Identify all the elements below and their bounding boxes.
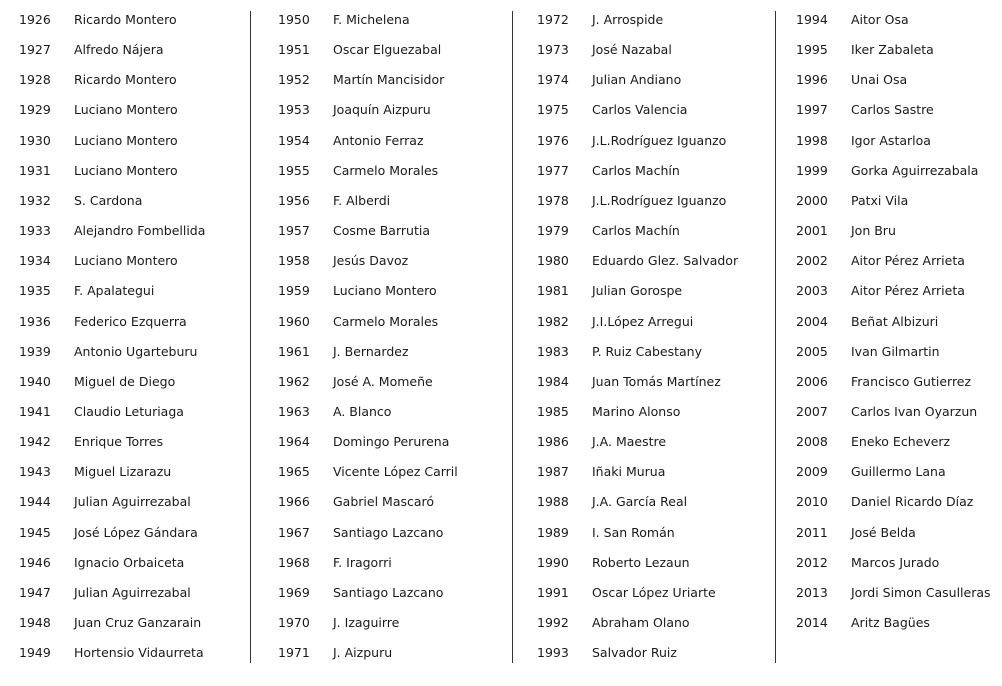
year-cell: 1941	[19, 403, 51, 419]
year-cell: 1940	[19, 373, 51, 389]
winner-name-cell: Luciano Montero	[74, 132, 178, 148]
winner-name-cell: Guillermo Lana	[851, 464, 946, 480]
year-cell: 1994	[796, 12, 828, 27]
year-cell: 1988	[537, 494, 569, 510]
winner-name-cell: Francisco Gutierrez	[851, 373, 972, 389]
year-cell: 1980	[537, 253, 569, 269]
year-cell: 2012	[796, 554, 828, 570]
year-cell: 1944	[19, 494, 51, 510]
year-cell: 1962	[278, 373, 310, 389]
year-cell: 1948	[19, 615, 51, 630]
winner-name-cell: Ricardo Montero	[74, 72, 177, 88]
year-cell: 1946	[19, 554, 51, 570]
year-cell: 1951	[278, 42, 310, 58]
winner-name-cell: J.L.Rodríguez Iguanzo	[592, 192, 727, 208]
winner-name-cell: J.A. Maestre	[592, 434, 667, 450]
column-divider-2	[512, 11, 513, 663]
winner-name-cell: J. Arrospide	[592, 12, 664, 27]
year-cell: 2009	[796, 464, 828, 480]
winner-name-cell: J. Izaguirre	[333, 615, 400, 630]
year-cell: 1979	[537, 223, 569, 239]
winner-name-cell: Patxi Vila	[851, 192, 909, 208]
winner-name-cell: Miguel Lizarazu	[74, 464, 172, 480]
year-cell: 1949	[19, 645, 51, 661]
winner-name-cell: Aitor Osa	[851, 12, 909, 27]
winner-name-cell: Cosme Barrutia	[333, 223, 430, 239]
year-cell: 2004	[796, 313, 828, 329]
year-cell: 1976	[537, 132, 569, 148]
winner-name-cell: Eneko Echeverz	[851, 434, 951, 450]
winner-name-cell: Gorka Aguirrezabala	[851, 162, 979, 178]
winner-name-cell: José Nazabal	[592, 42, 672, 58]
year-cell: 1997	[796, 102, 828, 118]
winner-name-cell: Antonio Ugarteburu	[74, 343, 198, 359]
year-cell: 1992	[537, 615, 569, 630]
winner-name-cell: Igor Astarloa	[851, 132, 931, 148]
year-cell: 1929	[19, 102, 51, 118]
year-cell: 1939	[19, 343, 51, 359]
winner-name-cell: J. Aizpuru	[333, 645, 393, 661]
year-cell: 1983	[537, 343, 569, 359]
winner-name-cell: S. Cardona	[74, 192, 143, 208]
winner-name-cell: Abraham Olano	[592, 615, 690, 630]
year-cell: 1958	[278, 253, 310, 269]
winner-name-cell: Gabriel Mascaró	[333, 494, 435, 510]
winner-name-cell: Luciano Montero	[74, 162, 178, 178]
winner-name-cell: P. Ruiz Cabestany	[592, 343, 702, 359]
winner-name-cell: Oscar López Uriarte	[592, 584, 716, 600]
winner-name-cell: Hortensio Vidaurreta	[74, 645, 204, 661]
winner-name-cell: I. San Román	[592, 524, 675, 540]
year-cell: 1975	[537, 102, 569, 118]
winner-name-cell: Jordi Simon Casulleras	[851, 584, 991, 600]
winner-name-cell: Enrique Torres	[74, 434, 164, 450]
winner-name-cell: Miguel de Diego	[74, 373, 176, 389]
year-cell: 1973	[537, 42, 569, 58]
winner-name-cell: A. Blanco	[333, 403, 392, 419]
year-cell: 1968	[278, 554, 310, 570]
winner-name-cell: Ricardo Montero	[74, 12, 177, 27]
year-cell: 1928	[19, 72, 51, 88]
year-cell: 1965	[278, 464, 310, 480]
year-cell: 1950	[278, 12, 310, 27]
year-cell: 1959	[278, 283, 310, 299]
year-cell: 1971	[278, 645, 310, 661]
winner-name-cell: Jon Bru	[851, 223, 896, 239]
winner-name-cell: Salvador Ruiz	[592, 645, 677, 661]
year-cell: 1932	[19, 192, 51, 208]
year-cell: 2000	[796, 192, 828, 208]
winner-name-cell: J.A. García Real	[592, 494, 688, 510]
year-cell: 2010	[796, 494, 828, 510]
column-divider-1	[250, 11, 251, 663]
winner-name-cell: Carlos Valencia	[592, 102, 688, 118]
year-cell: 1999	[796, 162, 828, 178]
year-cell: 2011	[796, 524, 828, 540]
year-cell: 1935	[19, 283, 51, 299]
year-cell: 1954	[278, 132, 310, 148]
winner-name-cell: Julian Andiano	[592, 72, 682, 88]
year-cell: 1991	[537, 584, 569, 600]
year-cell: 1936	[19, 313, 51, 329]
winner-name-cell: Martín Mancisidor	[333, 72, 445, 88]
winner-name-cell: Marcos Jurado	[851, 554, 940, 570]
winner-name-cell: Carlos Ivan Oyarzun	[851, 403, 978, 419]
year-cell: 1977	[537, 162, 569, 178]
winner-name-cell: Carlos Machín	[592, 223, 680, 239]
year-cell: 1964	[278, 434, 310, 450]
winner-name-cell: F. Michelena	[333, 12, 410, 27]
winner-name-cell: F. Alberdi	[333, 192, 391, 208]
year-cell: 1978	[537, 192, 569, 208]
winner-name-cell: Santiago Lazcano	[333, 584, 444, 600]
year-cell: 1927	[19, 42, 51, 58]
winner-name-cell: Beñat Albizuri	[851, 313, 939, 329]
year-cell: 2001	[796, 223, 828, 239]
winner-name-cell: J. Bernardez	[333, 343, 409, 359]
year-cell: 1972	[537, 12, 569, 27]
year-cell: 2003	[796, 283, 828, 299]
winner-name-cell: Claudio Leturiaga	[74, 403, 184, 419]
year-cell: 1967	[278, 524, 310, 540]
winner-name-cell: Ivan Gilmartin	[851, 343, 940, 359]
year-cell: 1985	[537, 403, 569, 419]
winner-name-cell: José López Gándara	[74, 524, 198, 540]
winner-name-cell: Iñaki Murua	[592, 464, 666, 480]
year-cell: 1987	[537, 464, 569, 480]
year-cell: 1982	[537, 313, 569, 329]
year-cell: 1966	[278, 494, 310, 510]
winner-name-cell: Aritz Bagües	[851, 615, 930, 630]
winners-column-1	[19, 0, 247, 686]
year-cell: 1984	[537, 373, 569, 389]
winners-column-4	[796, 0, 996, 686]
winner-name-cell: F. Apalategui	[74, 283, 155, 299]
year-cell: 1969	[278, 584, 310, 600]
winner-name-cell: Domingo Perurena	[333, 434, 450, 450]
winner-name-cell: F. Iragorri	[333, 554, 392, 570]
year-cell: 1993	[537, 645, 569, 661]
year-cell: 2007	[796, 403, 828, 419]
winner-name-cell: Julian Aguirrezabal	[74, 584, 191, 600]
winner-name-cell: Luciano Montero	[74, 253, 178, 269]
year-cell: 1955	[278, 162, 310, 178]
year-cell: 2013	[796, 584, 828, 600]
year-cell: 1986	[537, 434, 569, 450]
year-cell: 1981	[537, 283, 569, 299]
year-cell: 1943	[19, 464, 51, 480]
winner-name-cell: Alfredo Nájera	[74, 42, 164, 58]
year-cell: 2006	[796, 373, 828, 389]
year-cell: 2002	[796, 253, 828, 269]
winner-name-cell: Juan Cruz Ganzarain	[74, 615, 202, 630]
year-cell: 1970	[278, 615, 310, 630]
year-cell: 1995	[796, 42, 828, 58]
year-cell: 1974	[537, 72, 569, 88]
winner-name-cell: Aitor Pérez Arrieta	[851, 283, 965, 299]
winner-name-cell: Luciano Montero	[333, 283, 437, 299]
year-cell: 1989	[537, 524, 569, 540]
year-cell: 1998	[796, 132, 828, 148]
winner-name-cell: Iker Zabaleta	[851, 42, 934, 58]
winner-name-cell: Alejandro Fombellida	[74, 223, 206, 239]
winner-name-cell: Joaquín Aizpuru	[333, 102, 431, 118]
winner-name-cell: José A. Momeñe	[333, 373, 433, 389]
winner-name-cell: Carlos Machín	[592, 162, 680, 178]
winner-name-cell: Juan Tomás Martínez	[592, 373, 721, 389]
winner-name-cell: Antonio Ferraz	[333, 132, 424, 148]
year-cell: 1990	[537, 554, 569, 570]
year-cell: 1945	[19, 524, 51, 540]
year-cell: 1942	[19, 434, 51, 450]
winners-column-3	[537, 0, 767, 686]
year-cell: 1953	[278, 102, 310, 118]
winner-name-cell: Jesús Davoz	[333, 253, 409, 269]
winner-name-cell: Carlos Sastre	[851, 102, 934, 118]
winner-name-cell: J.L.Rodríguez Iguanzo	[592, 132, 727, 148]
year-cell: 1961	[278, 343, 310, 359]
winner-name-cell: Ignacio Orbaiceta	[74, 554, 185, 570]
winner-name-cell: Roberto Lezaun	[592, 554, 690, 570]
winner-name-cell: Luciano Montero	[74, 102, 178, 118]
year-cell: 2008	[796, 434, 828, 450]
year-cell: 1952	[278, 72, 310, 88]
year-cell: 1956	[278, 192, 310, 208]
year-cell: 2005	[796, 343, 828, 359]
winner-name-cell: Unai Osa	[851, 72, 908, 88]
year-cell: 1947	[19, 584, 51, 600]
winners-column-2	[278, 0, 506, 686]
year-cell: 1931	[19, 162, 51, 178]
year-cell: 1960	[278, 313, 310, 329]
year-cell: 1933	[19, 223, 51, 239]
winner-name-cell: Carmelo Morales	[333, 313, 439, 329]
year-cell: 1957	[278, 223, 310, 239]
year-cell: 1926	[19, 12, 51, 27]
winner-name-cell: Marino Alonso	[592, 403, 681, 419]
year-cell: 1963	[278, 403, 310, 419]
winner-name-cell: Santiago Lazcano	[333, 524, 444, 540]
column-divider-3	[775, 11, 776, 663]
winner-name-cell: J.I.López Arregui	[592, 313, 694, 329]
winner-name-cell: Federico Ezquerra	[74, 313, 187, 329]
winner-name-cell: Vicente López Carril	[333, 464, 458, 480]
winner-name-cell: Oscar Elguezabal	[333, 42, 442, 58]
year-cell: 2014	[796, 615, 828, 630]
winner-name-cell: Daniel Ricardo Díaz	[851, 494, 974, 510]
winner-name-cell: Eduardo Glez. Salvador	[592, 253, 739, 269]
year-cell: 1996	[796, 72, 828, 88]
winner-name-cell: Julian Aguirrezabal	[74, 494, 191, 510]
winner-name-cell: Julian Gorospe	[592, 283, 683, 299]
year-cell: 1934	[19, 253, 51, 269]
year-cell: 1930	[19, 132, 51, 148]
winner-name-cell: José Belda	[851, 524, 916, 540]
winner-name-cell: Carmelo Morales	[333, 162, 439, 178]
winner-name-cell: Aitor Pérez Arrieta	[851, 253, 965, 269]
